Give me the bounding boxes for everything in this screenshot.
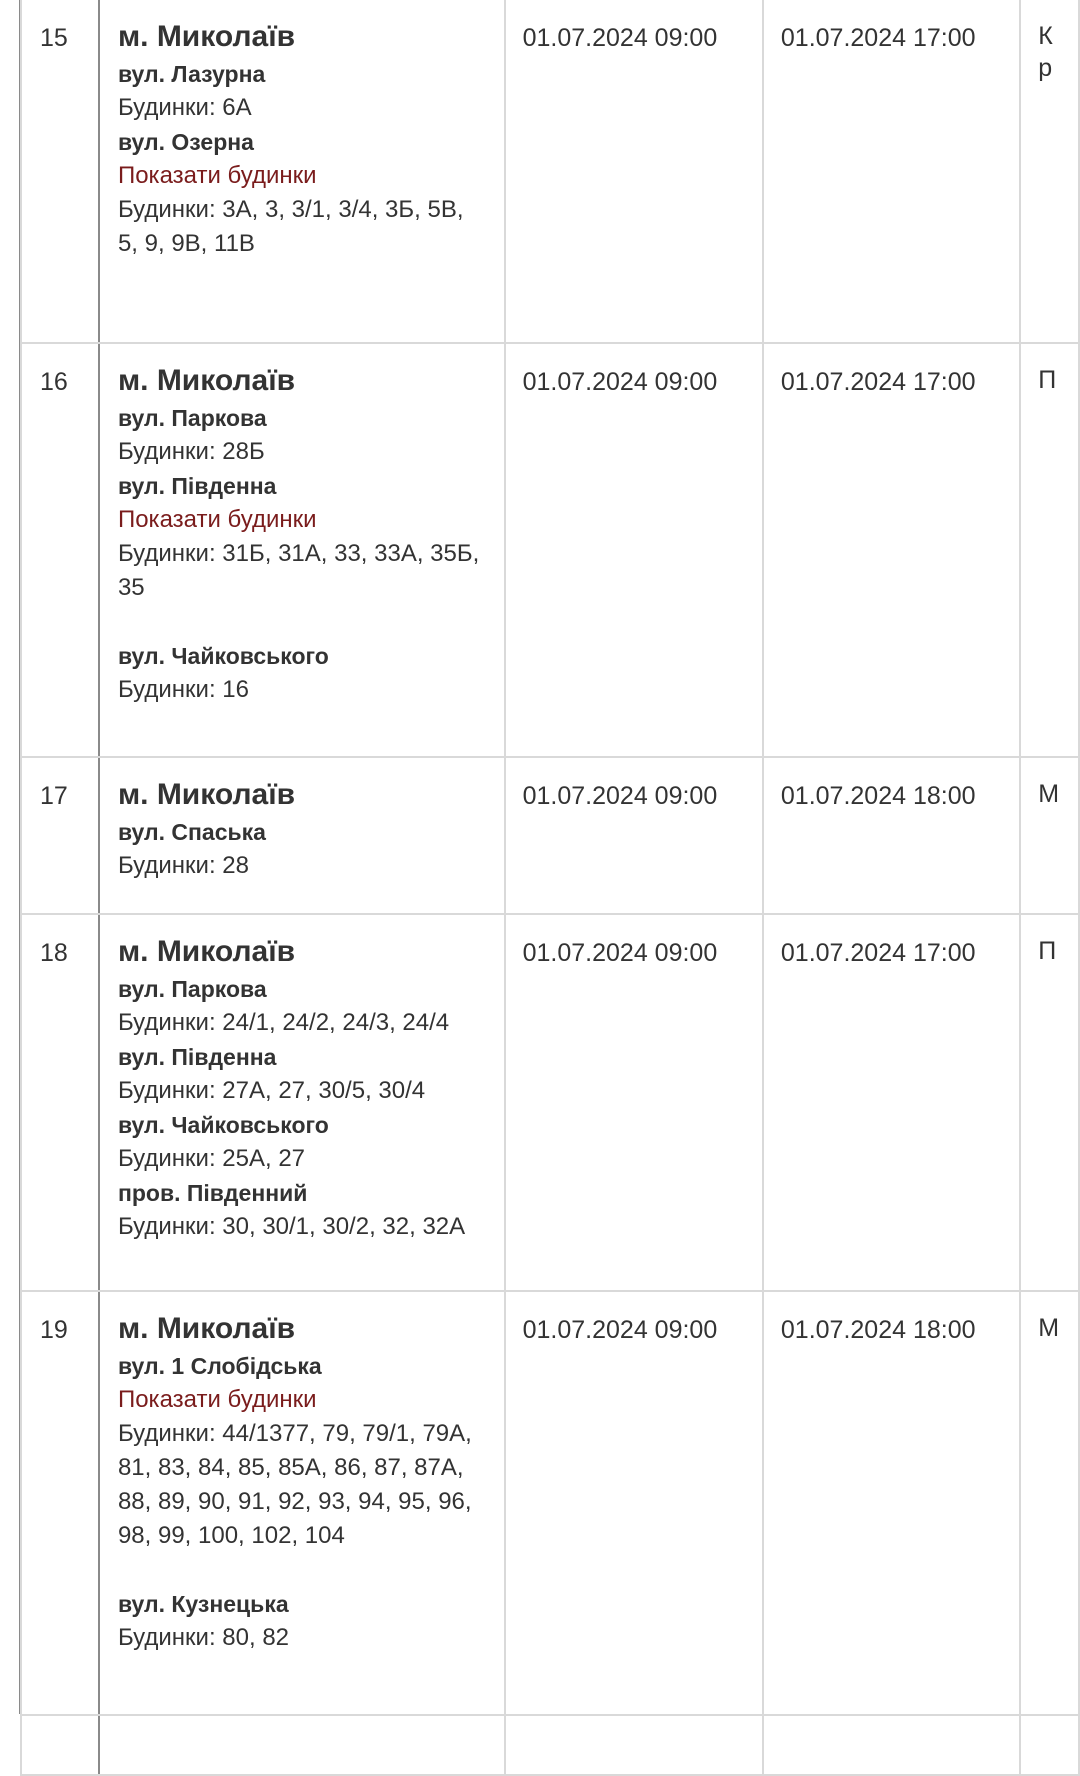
start-time: 01.07.2024 09:00 <box>505 914 763 1291</box>
extra-text: р <box>1038 54 1053 82</box>
table-row <box>21 914 1079 1291</box>
end-time: 01.07.2024 18:00 <box>763 757 1020 914</box>
address-cell <box>99 1291 505 1715</box>
table-row <box>21 757 1079 914</box>
street-name: пров. Південний <box>117 1180 308 1206</box>
extra-column-cell <box>1020 1715 1079 1775</box>
house-list: Будинки: 3А, 3, 3/1, 3/4, 3Б, 5В, 5, 9, 9В, 11В <box>117 196 464 257</box>
start-time: 01.07.2024 09:00 <box>505 757 763 914</box>
street-name: вул. 1 Слобідська <box>117 1353 322 1379</box>
city-name: м. Миколаїв <box>117 1312 296 1345</box>
extra-text: П <box>1038 366 1057 394</box>
table-row <box>21 1715 1079 1775</box>
extra-column-cell <box>1020 1291 1079 1715</box>
house-list: Будинки: 27А, 27, 30/5, 30/4 <box>117 1077 426 1104</box>
house-list: Будинки: 28 <box>117 852 249 879</box>
street-name: вул. Південна <box>117 473 277 499</box>
house-list: Будинки: 6А <box>117 94 252 121</box>
end-time: 01.07.2024 17:00 <box>763 343 1020 757</box>
show-houses-link[interactable]: Показати будинки <box>117 162 317 189</box>
end-time: 01.07.2024 17:00 <box>763 914 1020 1291</box>
start-time: 01.07.2024 09:00 <box>505 1291 763 1715</box>
street-name: вул. Лазурна <box>117 61 266 87</box>
row-number: 16 <box>21 343 99 757</box>
table-row <box>21 0 1079 343</box>
house-list: Будинки: 16 <box>117 676 249 703</box>
table-row <box>21 1291 1079 1715</box>
row-number <box>21 1715 99 1775</box>
extra-text: М <box>1038 780 1060 808</box>
row-number: 15 <box>21 0 99 343</box>
address-cell <box>99 914 505 1291</box>
end-time: 01.07.2024 18:00 <box>763 1291 1020 1715</box>
extra-text: М <box>1038 1314 1060 1342</box>
extra-text: П <box>1038 937 1057 965</box>
street-name: вул. Південна <box>117 1044 277 1070</box>
spacer <box>118 1553 488 1587</box>
show-houses-link[interactable]: Показати будинки <box>117 506 317 533</box>
start-time: 01.07.2024 09:00 <box>505 0 763 343</box>
end-time <box>763 1715 1020 1775</box>
address-cell <box>99 0 505 343</box>
extra-text: К <box>1038 22 1053 50</box>
street-name: вул. Кузнецька <box>117 1591 289 1617</box>
house-list: Будинки: 28Б <box>117 438 265 465</box>
spacer <box>118 605 488 639</box>
house-list: Будинки: 24/1, 24/2, 24/3, 24/4 <box>117 1009 450 1036</box>
house-list: Будинки: 30, 30/1, 30/2, 32, 32А <box>117 1213 466 1240</box>
row-number: 17 <box>21 757 99 914</box>
house-list: Будинки: 31Б, 31А, 33, 33А, 35Б, 35 <box>117 540 480 601</box>
street-name: вул. Озерна <box>117 129 254 155</box>
start-time <box>505 1715 763 1775</box>
outage-schedule-table <box>20 0 1080 1776</box>
street-name: вул. Чайковського <box>117 1112 329 1138</box>
extra-column-cell <box>1020 0 1079 343</box>
house-list: Будинки: 44/1377, 79, 79/1, 79А, 81, 83, 84, 85, 85А, 86, 87, 87А, 88, 89, 90, 91, 92, 93, 94, 95, 96, 98, 99, 100, 102, 104 <box>117 1420 472 1549</box>
address-cell <box>99 1715 505 1775</box>
city-name: м. Миколаїв <box>117 935 296 968</box>
start-time: 01.07.2024 09:00 <box>505 343 763 757</box>
city-name: м. Миколаїв <box>117 778 296 811</box>
street-name: вул. Паркова <box>117 405 267 431</box>
city-name: м. Миколаїв <box>117 364 296 397</box>
street-name: вул. Чайковського <box>117 643 329 669</box>
street-name: вул. Спаська <box>117 819 266 845</box>
table-row <box>21 343 1079 757</box>
street-name: вул. Паркова <box>117 976 267 1002</box>
extra-column-cell <box>1020 343 1079 757</box>
row-number: 19 <box>21 1291 99 1715</box>
show-houses-link[interactable]: Показати будинки <box>117 1386 317 1413</box>
house-list: Будинки: 25А, 27 <box>117 1145 306 1172</box>
end-time: 01.07.2024 17:00 <box>763 0 1020 343</box>
extra-column-cell <box>1020 757 1079 914</box>
row-number: 18 <box>21 914 99 1291</box>
house-list: Будинки: 80, 82 <box>117 1624 290 1651</box>
address-cell <box>99 757 505 914</box>
city-name: м. Миколаїв <box>117 20 296 53</box>
address-cell <box>99 343 505 757</box>
extra-column-cell <box>1020 914 1079 1291</box>
